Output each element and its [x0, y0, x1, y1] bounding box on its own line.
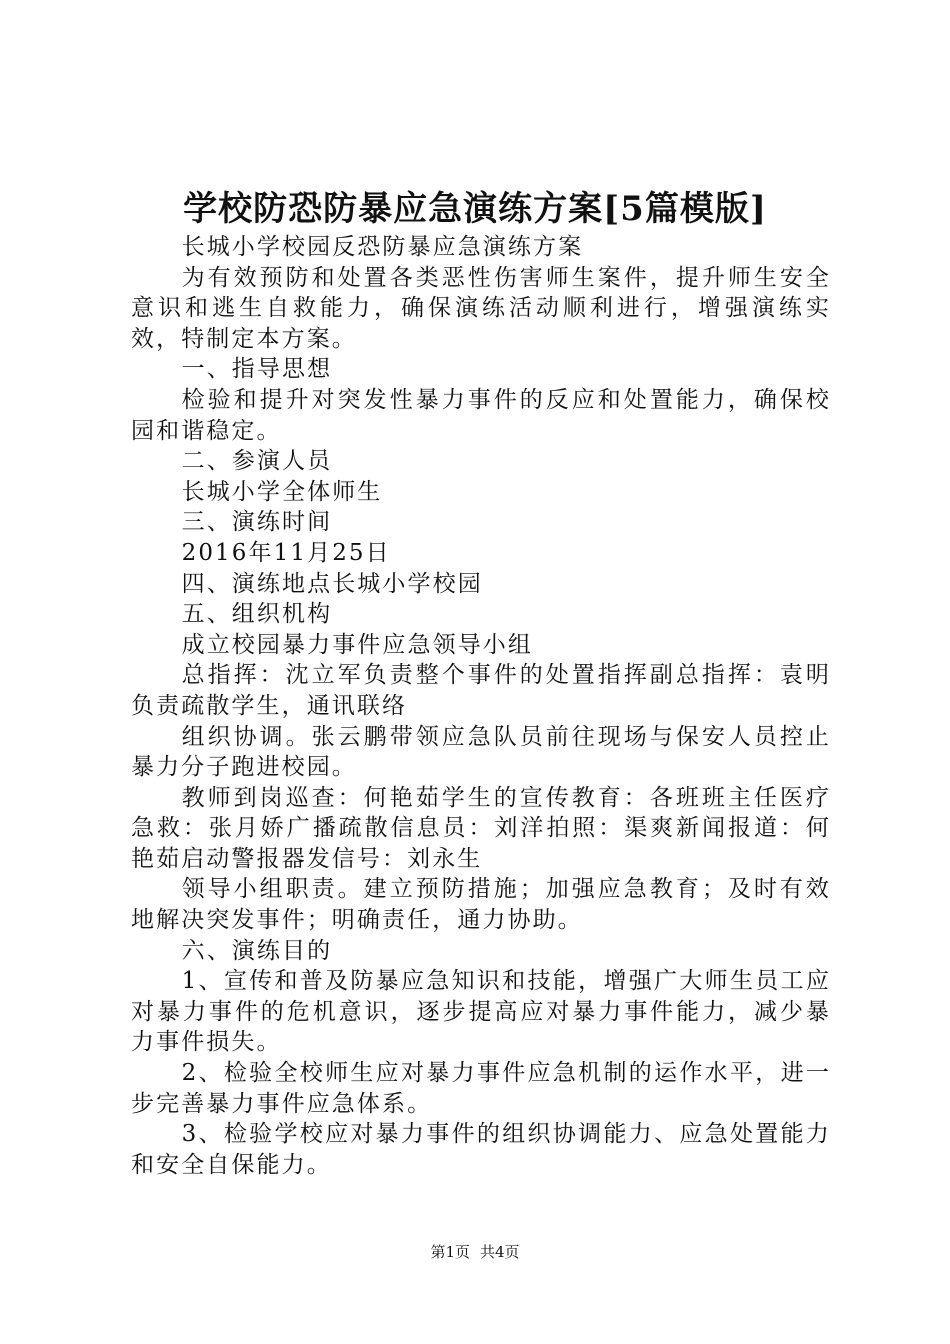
paragraph-purpose-3: 3、检验学校应对暴力事件的组织协调能力、应急处置能力和安全自保能力。 [131, 1121, 831, 1178]
paragraph-drill-date: 2016年11月25日 [181, 539, 391, 566]
paragraph-intro: 为有效预防和处置各类恶性伤害师生案件，提升师生安全意识和逃生自救能力，确保演练活动顺利进行，增强演练实效，特制定本方案。 [131, 264, 831, 352]
paragraph-purpose-2: 2、检验全校师生应对暴力事件应急机制的运作水平，进一步完善暴力事件应急体系。 [131, 1060, 831, 1117]
paragraph-leadership-group: 成立校园暴力事件应急领导小组 [181, 631, 533, 658]
paragraph-group-duties: 领导小组职责。建立预防措施；加强应急教育；及时有效地解决突发事件；明确责任，通力协助。 [131, 876, 831, 934]
paragraph-participants: 长城小学全体师生 [181, 478, 383, 505]
section-heading-drill-location: 四、演练地点长城小学校园 [181, 570, 483, 597]
paragraph-subtitle: 长城小学校园反恐防暴应急演练方案 [181, 234, 584, 260]
section-heading-guiding-ideology: 一、指导思想 [181, 356, 333, 383]
document-title: 学校防恐防暴应急演练方案[5篇模版] [183, 189, 767, 229]
page-total: 共4页 [480, 1243, 520, 1261]
document-body [131, 232, 831, 1180]
paragraph-coordination: 组织协调。张云鹏带领应急队员前往现场与保安人员控止暴力分子跑进校园。 [131, 723, 831, 781]
section-heading-drill-time: 三、演练时间 [181, 509, 333, 536]
paragraph-roles: 教师到岗巡查：何艳茹学生的宣传教育：各班班主任医疗急救：张月娇广播疏散信息员：刘洋拍照：渠爽新闻报道：何艳茹启动警报器发信号：刘永生 [131, 784, 831, 872]
paragraph-commander: 总指挥：沈立军负责整个事件的处置指挥副总指挥：袁明负责疏散学生，通讯联络 [131, 662, 831, 719]
section-heading-organization: 五、组织机构 [181, 601, 333, 628]
paragraph-purpose-1: 1、宣传和普及防暴应急知识和技能，增强广大师生员工应对暴力事件的危机意识，逐步提高应对暴力事件能力，减少暴力事件损失。 [131, 968, 831, 1056]
section-heading-participants: 二、参演人员 [181, 448, 333, 475]
paragraph-guiding-ideology: 检验和提升对突发性暴力事件的反应和处置能力，确保校园和谐稳定。 [131, 386, 831, 444]
page-number: 第1页 [430, 1243, 470, 1261]
page-footer [0, 1240, 950, 1264]
section-heading-purpose: 六、演练目的 [181, 937, 333, 964]
